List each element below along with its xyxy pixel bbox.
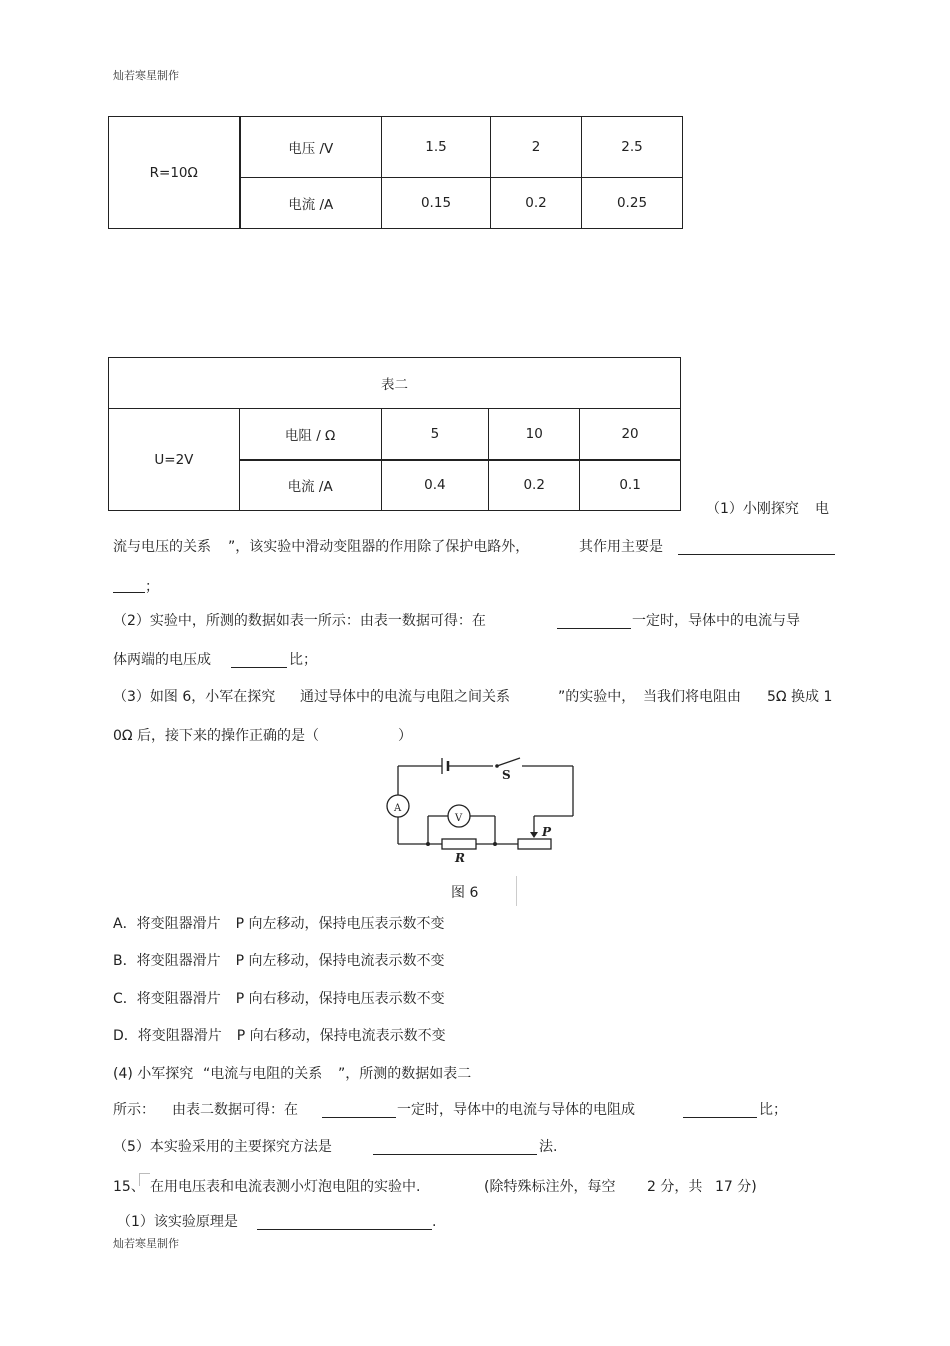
q4-text-f: 一定时，导体中的电流与导体的电阻成 [397, 1102, 635, 1118]
table-2-cell: 0.4 [381, 460, 489, 511]
switch-pivot [495, 764, 499, 768]
q2-text-d: 比； [289, 652, 317, 668]
page-header: 灿若寒星制作 [113, 69, 179, 82]
page-footer: 灿若寒星制作 [113, 1237, 179, 1250]
q15-text-a: 在用电压表和电流表测小灯泡电阻的实验中. [150, 1179, 421, 1195]
switch-blade [497, 758, 520, 766]
q2-text-b: 一定时，导体中的电流与导 [632, 613, 800, 629]
table-1-cell: 0.2 [491, 178, 582, 229]
option-a-lead: A．将变阻器滑片 [113, 916, 221, 932]
figure-caption: 图 6 [451, 885, 479, 901]
q1-text-b: ”，该实验中滑动变阻器的作用除了保护电路外， [228, 539, 530, 555]
table-1 [108, 116, 683, 229]
circuit-diagram [350, 750, 590, 870]
table-1-cell: 1.5 [382, 117, 491, 178]
resistor-label: R [455, 851, 465, 865]
table-1-voltage-label: 电压 /V [240, 117, 382, 178]
q4-text-e: 由表二数据可得：在 [172, 1102, 298, 1118]
ammeter-label: A [394, 803, 402, 814]
table-1-row-label: R=10Ω [109, 117, 240, 229]
option-c-text: P 向右移动，保持电压表示数不变 [235, 991, 445, 1007]
q15-text-c: 2 分，共 [647, 1179, 703, 1195]
switch-label: S [502, 768, 511, 782]
q1-lead-end: 电 [815, 501, 829, 517]
option-b-lead: B．将变阻器滑片 [113, 953, 221, 969]
q4-text-d: 所示： [113, 1102, 155, 1118]
q4-text-c: ”，所测的数据如表二 [338, 1066, 472, 1082]
option-a-text: P 向左移动，保持电压表示数不变 [235, 916, 445, 932]
q15-1-answer-blank[interactable] [257, 1215, 432, 1230]
q2-answer-blank-2[interactable] [231, 653, 287, 668]
resistor-r [442, 839, 476, 849]
q4-answer-blank-1[interactable] [322, 1103, 396, 1118]
junction-dot [426, 842, 430, 846]
q15-text-d: 17 分) [715, 1179, 757, 1195]
table-2-current-label: 电流 /A [239, 460, 381, 511]
q2-text-c: 体两端的电压成 [113, 652, 211, 668]
q1-lead: （1）小刚探究 [706, 501, 799, 517]
q15-1-text-b: . [432, 1214, 437, 1230]
option-a[interactable] [113, 915, 444, 933]
slider-arrow-icon [530, 832, 538, 838]
table-1-cell: 2 [491, 117, 582, 178]
q15-1-text-a: （1）该实验原理是 [117, 1214, 238, 1230]
table-2-row-label: U=2V [109, 409, 240, 511]
q3-text-d: 当我们将电阻由 [643, 689, 741, 705]
q1-answer-blank[interactable] [678, 540, 835, 555]
q5-text-a: （5）本实验采用的主要探究方法是 [113, 1139, 332, 1155]
q5-answer-blank[interactable] [373, 1140, 537, 1155]
table-2-cell: 0.1 [580, 460, 681, 511]
table-2-cell: 5 [381, 409, 489, 460]
option-b-text: P 向左移动，保持电流表示数不变 [235, 953, 445, 969]
q4-text-g: 比； [759, 1102, 787, 1118]
q3-text-c: ”的实验中， [558, 689, 636, 705]
q4-text-a: (4) 小军探究 [113, 1066, 194, 1082]
q3-text-a: （3）如图 6，小军在探究 [113, 689, 276, 705]
table-1-current-label: 电流 /A [240, 178, 382, 229]
scan-mark [139, 1173, 150, 1186]
q1-answer-blank-cont[interactable] [113, 578, 145, 593]
q5-text-b: 法. [539, 1139, 558, 1155]
table-1-cell: 2.5 [582, 117, 683, 178]
table-2 [108, 357, 681, 511]
q1-text-a: 流与电压的关系 [113, 539, 211, 555]
table-1-cell: 0.25 [582, 178, 683, 229]
q1-semicolon: ； [145, 579, 159, 595]
slider-label: P [542, 825, 552, 839]
table-2-cell: 10 [489, 409, 580, 460]
q3-text-g: ） [398, 728, 412, 744]
junction-dot [493, 842, 497, 846]
option-c[interactable] [113, 990, 445, 1008]
table-2-cell: 0.2 [489, 460, 580, 511]
q15-number: 15、 [113, 1179, 145, 1195]
q2-answer-blank-1[interactable] [557, 614, 631, 629]
table-1-cell: 0.15 [382, 178, 491, 229]
q4-answer-blank-2[interactable] [683, 1103, 757, 1118]
option-d-lead: D．将变阻器滑片 [113, 1028, 222, 1044]
option-d[interactable] [113, 1027, 446, 1045]
scan-mark [516, 876, 517, 906]
table-2-resistance-label: 电阻 / Ω [239, 409, 381, 460]
table-2-caption: 表二 [109, 358, 681, 409]
q1-text-c: 其作用主要是 [579, 539, 663, 555]
q3-text-e: 5Ω 换成 1 [767, 689, 833, 705]
table-2-cell: 20 [580, 409, 681, 460]
q3-text-f: 0Ω 后，接下来的操作正确的是（ [113, 728, 320, 744]
q2-text-a: （2）实验中，所测的数据如表一所示：由表一数据可得：在 [113, 613, 486, 629]
q4-text-b: “电流与电阻的关系 [203, 1066, 323, 1082]
option-b[interactable] [113, 952, 445, 970]
q3-text-b: 通过导体中的电流与电阻之间关系 [300, 689, 510, 705]
rheostat [518, 839, 551, 849]
voltmeter-label: V [455, 813, 463, 824]
option-c-lead: C．将变阻器滑片 [113, 991, 221, 1007]
option-d-text: P 向右移动，保持电流表示数不变 [236, 1028, 446, 1044]
q15-text-b: (除特殊标注外，每空 [484, 1179, 616, 1195]
